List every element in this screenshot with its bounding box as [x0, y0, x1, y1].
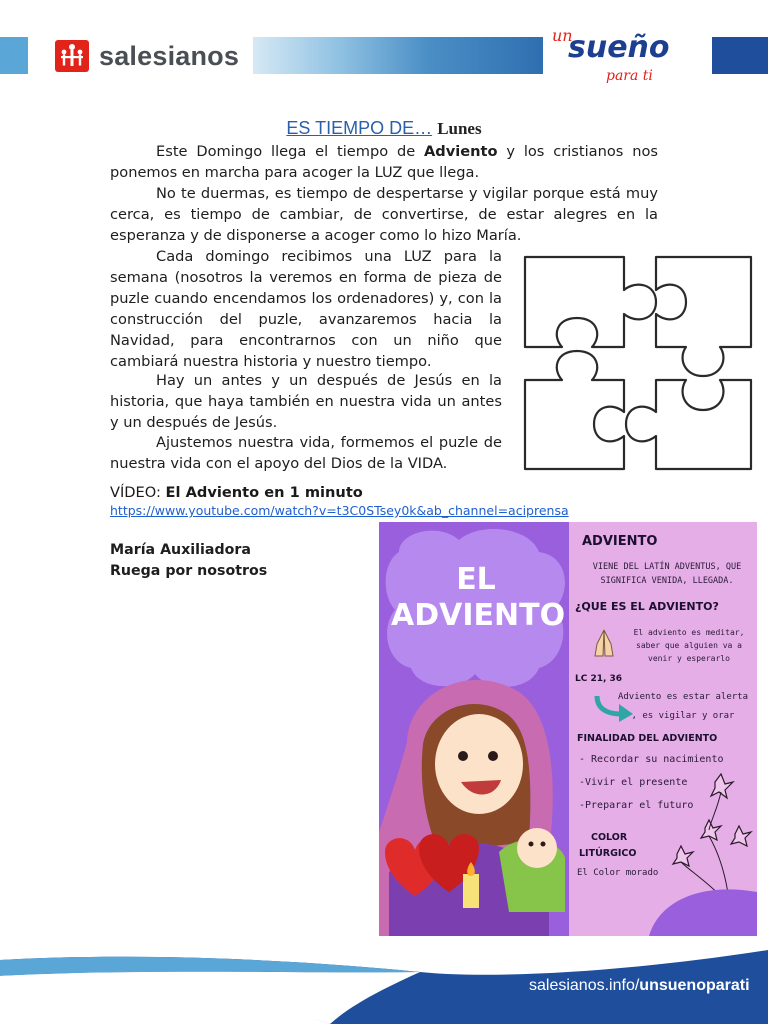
title-day: Lunes — [437, 119, 482, 138]
paragraph-1-bold: Adviento — [424, 143, 498, 160]
header-bar-right — [712, 37, 768, 74]
video-line — [110, 484, 363, 501]
paragraph-4 — [110, 370, 502, 433]
header-bar-gradient — [253, 37, 543, 74]
mary-child-illustration-icon — [379, 652, 571, 936]
poster-title-line-1: EL — [456, 562, 496, 597]
header-bar-left — [0, 37, 28, 74]
paragraph-3-text: Cada domingo recibimos una LUZ para la semana (nosotros la veremos en forma de pieza de puzle cuando encendamos los ordenadores) y, con la construcción del puzle, avanzaremos hacia la Navidad, para encontrarnos con un niño que cambiará nuestra historia y nuestro tiempo. — [110, 248, 502, 370]
paragraph-1 — [110, 141, 658, 183]
tagline-main: sueño — [568, 30, 670, 65]
closing-line-2: Ruega por nosotros — [110, 563, 268, 579]
paragraph-2 — [110, 183, 658, 246]
poster-alert-text: Adviento es estar alerta , es vigilar y orar — [617, 692, 749, 721]
footer-path: unsuenoparati — [639, 977, 750, 994]
paragraph-1-text-a: Este Domingo llega el tiempo de — [156, 143, 425, 160]
paragraph-2-text: No te duermas, es tiempo de despertarse y vigilar porque está muy cerca, es tiempo de cambiar, de convertirse, de estar alegres en la esperanza y de disponerse a acoger como lo hizo María. — [110, 185, 658, 244]
poster-purpose-2: -Vivir el presente — [579, 777, 688, 788]
poster-color-heading-2: LITÚRGICO — [579, 848, 637, 859]
brand-name: salesianos — [99, 40, 240, 71]
paragraph-4-text: Hay un antes y un después de Jesús en la historia, que haya también en nuestra vida un antes y un después de Jesús. — [110, 372, 502, 431]
salesianos-logo-icon — [55, 40, 89, 72]
paragraph-5-text: Ajustemos nuestra vida, formemos el puzle de nuestra vida con el apoyo del Dios de la VIDA. — [110, 434, 502, 472]
poster-heading: ADVIENTO — [582, 534, 658, 549]
poster-question-heading: ¿QUE ES EL ADVIENTO? — [575, 600, 719, 613]
video-label: VÍDEO: — [110, 484, 166, 501]
closing-line-1: María Auxiliadora — [110, 542, 251, 558]
praying-hands-icon — [589, 626, 619, 660]
video-title: El Adviento en 1 minuto — [165, 484, 363, 501]
puzzle-pieces-icon — [520, 252, 756, 474]
salesianos-logo — [55, 40, 239, 72]
tagline-top: un — [552, 26, 573, 45]
page-header — [0, 0, 768, 100]
poster-reference: LC 21, 36 — [575, 674, 623, 684]
paragraph-1-text-b: y los cristianos nos ponemos en marcha para acoger la LUZ que llega. — [110, 143, 658, 181]
page-title — [0, 118, 768, 139]
poster-color-value: El Color morado — [577, 868, 659, 878]
paragraph-5 — [110, 432, 502, 474]
poster-etymology: VIENE DEL LATÍN ADVENTUS, QUE SIGNIFICA VENIDA, LLEGADA. — [592, 562, 742, 586]
paragraph-3 — [110, 246, 502, 372]
puzzle-image — [520, 252, 756, 474]
poster-purpose-1: - Recordar su nacimiento — [579, 754, 724, 765]
video-link[interactable]: https://www.youtube.com/watch?v=t3C0STsey0k&ab_channel=aciprensa — [110, 503, 569, 518]
poster-purpose-heading: FINALIDAD DEL ADVIENTO — [577, 733, 718, 744]
title-main: ES TIEMPO DE… — [286, 118, 433, 138]
poster-color-heading-1: COLOR — [591, 832, 628, 843]
closing-prayer — [110, 540, 267, 582]
sueno-para-ti-logo — [548, 24, 698, 88]
footer-url — [529, 977, 750, 995]
poster-title-line-2: ADVIENTO — [391, 598, 566, 633]
poster-blob-icon — [649, 862, 757, 936]
poster-question-text: El adviento es meditar, saber que alguien va a venir y esperarlo — [633, 628, 745, 663]
tagline-bottom: para ti — [606, 68, 653, 84]
advent-poster — [379, 522, 757, 936]
footer-site: salesianos.info/ — [529, 977, 640, 994]
poster-purpose-3: -Preparar el futuro — [579, 800, 694, 811]
